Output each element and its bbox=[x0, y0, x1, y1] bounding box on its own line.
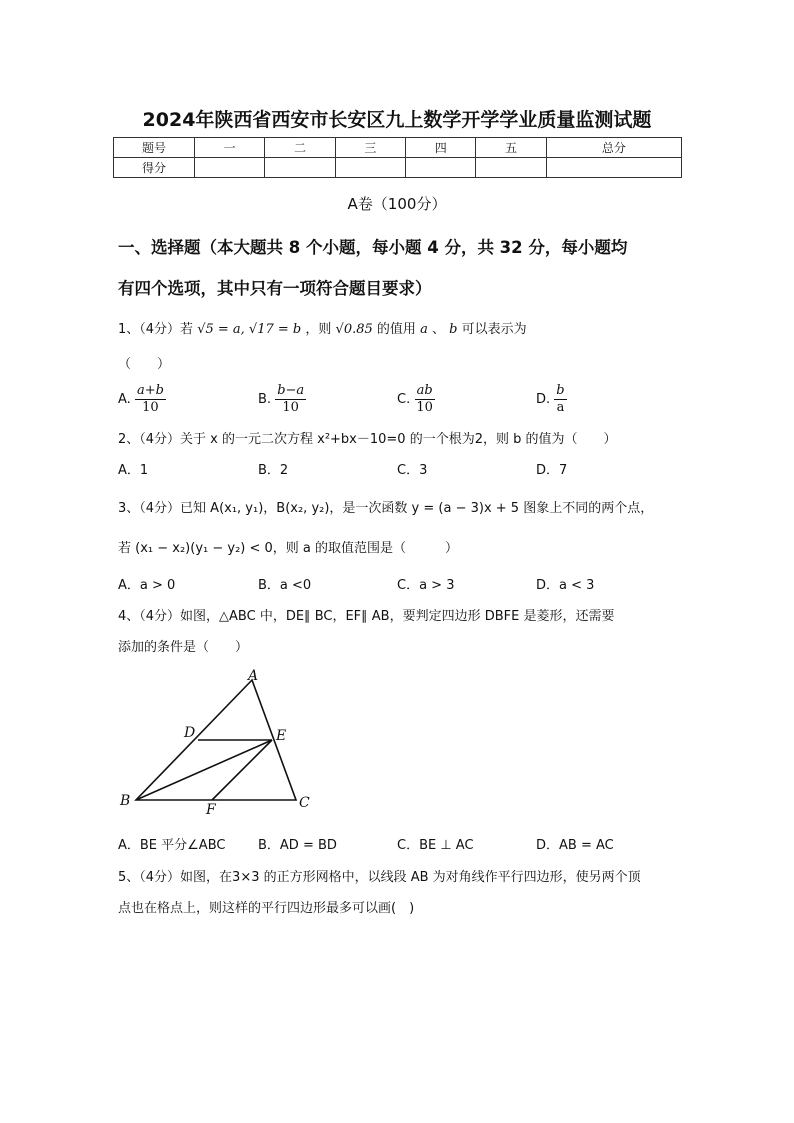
option-letter: C. bbox=[397, 392, 411, 407]
question-4-option-c[interactable]: C．BE ⊥ AC bbox=[397, 838, 474, 853]
score-table-cell: 总分 bbox=[546, 138, 681, 158]
score-table bbox=[113, 137, 682, 178]
question-1-sep: 、 bbox=[431, 322, 445, 337]
question-4-option-a[interactable]: A．BE 平分∠ABC bbox=[118, 838, 226, 853]
option-fraction: $\frac{b}{a}$ bbox=[556, 383, 565, 415]
score-table-header-row bbox=[114, 138, 682, 158]
question-2-stem: 2、（4分）关于 x 的一元二次方程 x²+bx－10=0 的一个根为2，则 b 的值为（ ） bbox=[118, 432, 617, 447]
score-table-cell: 一 bbox=[195, 138, 265, 158]
question-4-option-d[interactable]: D．AB = AC bbox=[536, 838, 614, 853]
question-1-var-b: b bbox=[449, 322, 458, 337]
question-3-option-c[interactable]: C．a > 3 bbox=[397, 578, 455, 593]
score-table-cell: 五 bbox=[476, 138, 546, 158]
question-1-stem bbox=[118, 318, 527, 337]
question-1-mid: ，则 bbox=[305, 322, 332, 337]
question-1-option-d[interactable] bbox=[536, 383, 567, 416]
question-3-option-b[interactable]: B．a <0 bbox=[258, 578, 312, 593]
score-table-blank-cell[interactable] bbox=[335, 158, 405, 178]
question-1-suffix: 的值用 bbox=[376, 322, 416, 337]
option-fraction: $\frac{b-a}{10}$ bbox=[277, 383, 305, 415]
question-5-stem-line1: 5、（4分）如图，在3×3 的正方形网格中，以线段 AB 为对角线作平行四边形，使另两个顶 bbox=[118, 870, 641, 885]
score-table-cell: 四 bbox=[406, 138, 476, 158]
score-table-blank-cell[interactable] bbox=[476, 158, 546, 178]
option-letter: B. bbox=[258, 392, 272, 407]
label-b: B bbox=[120, 793, 131, 809]
score-table-score-row bbox=[114, 158, 682, 178]
label-a: A bbox=[248, 668, 259, 684]
section-heading-line2: 有四个选项，其中只有一项符合题目要求） bbox=[118, 279, 432, 298]
question-1-answer-paren: （ ） bbox=[118, 357, 171, 372]
score-table-cell: 二 bbox=[265, 138, 335, 158]
question-5-stem-line2: 点也在格点上，则这样的平行四边形最多可以画( ) bbox=[118, 901, 415, 916]
score-table-cell: 得分 bbox=[114, 158, 195, 178]
question-2-option-c[interactable]: C．3 bbox=[397, 463, 428, 478]
question-2-option-d[interactable]: D．7 bbox=[536, 463, 568, 478]
question-1-var-a: a bbox=[420, 322, 428, 337]
question-3-option-a[interactable]: A．a > 0 bbox=[118, 578, 176, 593]
segment-ef bbox=[212, 740, 272, 800]
question-4-stem-line2: 添加的条件是（ ） bbox=[118, 640, 249, 655]
score-table-cell: 三 bbox=[335, 138, 405, 158]
document-title: 2024年陕西省西安市长安区九上数学开学学业质量监测试题 bbox=[142, 109, 652, 131]
question-3-stem-line2: 若 (x₁ − x₂)(y₁ − y₂) < 0，则 a 的取值范围是（ ） bbox=[118, 541, 459, 556]
question-2-option-a[interactable]: A．1 bbox=[118, 463, 149, 478]
score-table-blank-cell[interactable] bbox=[265, 158, 335, 178]
label-c: C bbox=[299, 795, 310, 811]
triangle-figure bbox=[112, 668, 332, 816]
label-f: F bbox=[206, 802, 216, 816]
option-letter: D. bbox=[536, 392, 551, 407]
question-3-stem-line1: 3、（4分）已知 A(x₁, y₁)，B(x₂, y₂)，是一次函数 y = (a − 3)x + 5 图象上不同的两个点， bbox=[118, 501, 654, 516]
score-table-blank-cell[interactable] bbox=[195, 158, 265, 178]
question-1-tail: 可以表示为 bbox=[461, 322, 527, 337]
question-1-expr2: √0.85 bbox=[335, 322, 373, 337]
question-1-expr1: √5 = a, √17 = b bbox=[197, 322, 302, 337]
score-table-blank-cell[interactable] bbox=[406, 158, 476, 178]
option-fraction: $\frac{a+b}{10}$ bbox=[136, 383, 164, 415]
segment-be bbox=[136, 740, 272, 800]
question-1-option-a[interactable] bbox=[118, 383, 166, 416]
paper-a-heading: A卷（100分） bbox=[347, 195, 447, 213]
question-3-option-d[interactable]: D．a < 3 bbox=[536, 578, 595, 593]
question-1-prefix: 1、（4分）若 bbox=[118, 322, 194, 337]
label-d: D bbox=[184, 725, 196, 741]
option-fraction: $\frac{ab}{10}$ bbox=[416, 383, 433, 415]
section-heading-line1: 一、选择题（本大题共 8 个小题，每小题 4 分，共 32 分，每小题均 bbox=[118, 238, 628, 257]
question-1-option-b[interactable] bbox=[258, 383, 306, 416]
question-1-option-c[interactable] bbox=[397, 383, 435, 416]
score-table-blank-cell[interactable] bbox=[546, 158, 681, 178]
question-4-stem-line1: 4、（4分）如图，△ABC 中，DE∥ BC，EF∥ AB，要判定四边形 DBFE 是菱形，还需要 bbox=[118, 609, 615, 624]
option-letter: A. bbox=[118, 392, 131, 407]
score-table-cell: 题号 bbox=[114, 138, 195, 158]
label-e: E bbox=[276, 728, 287, 744]
question-2-option-b[interactable]: B．2 bbox=[258, 463, 289, 478]
question-4-option-b[interactable]: B．AD = BD bbox=[258, 838, 337, 853]
